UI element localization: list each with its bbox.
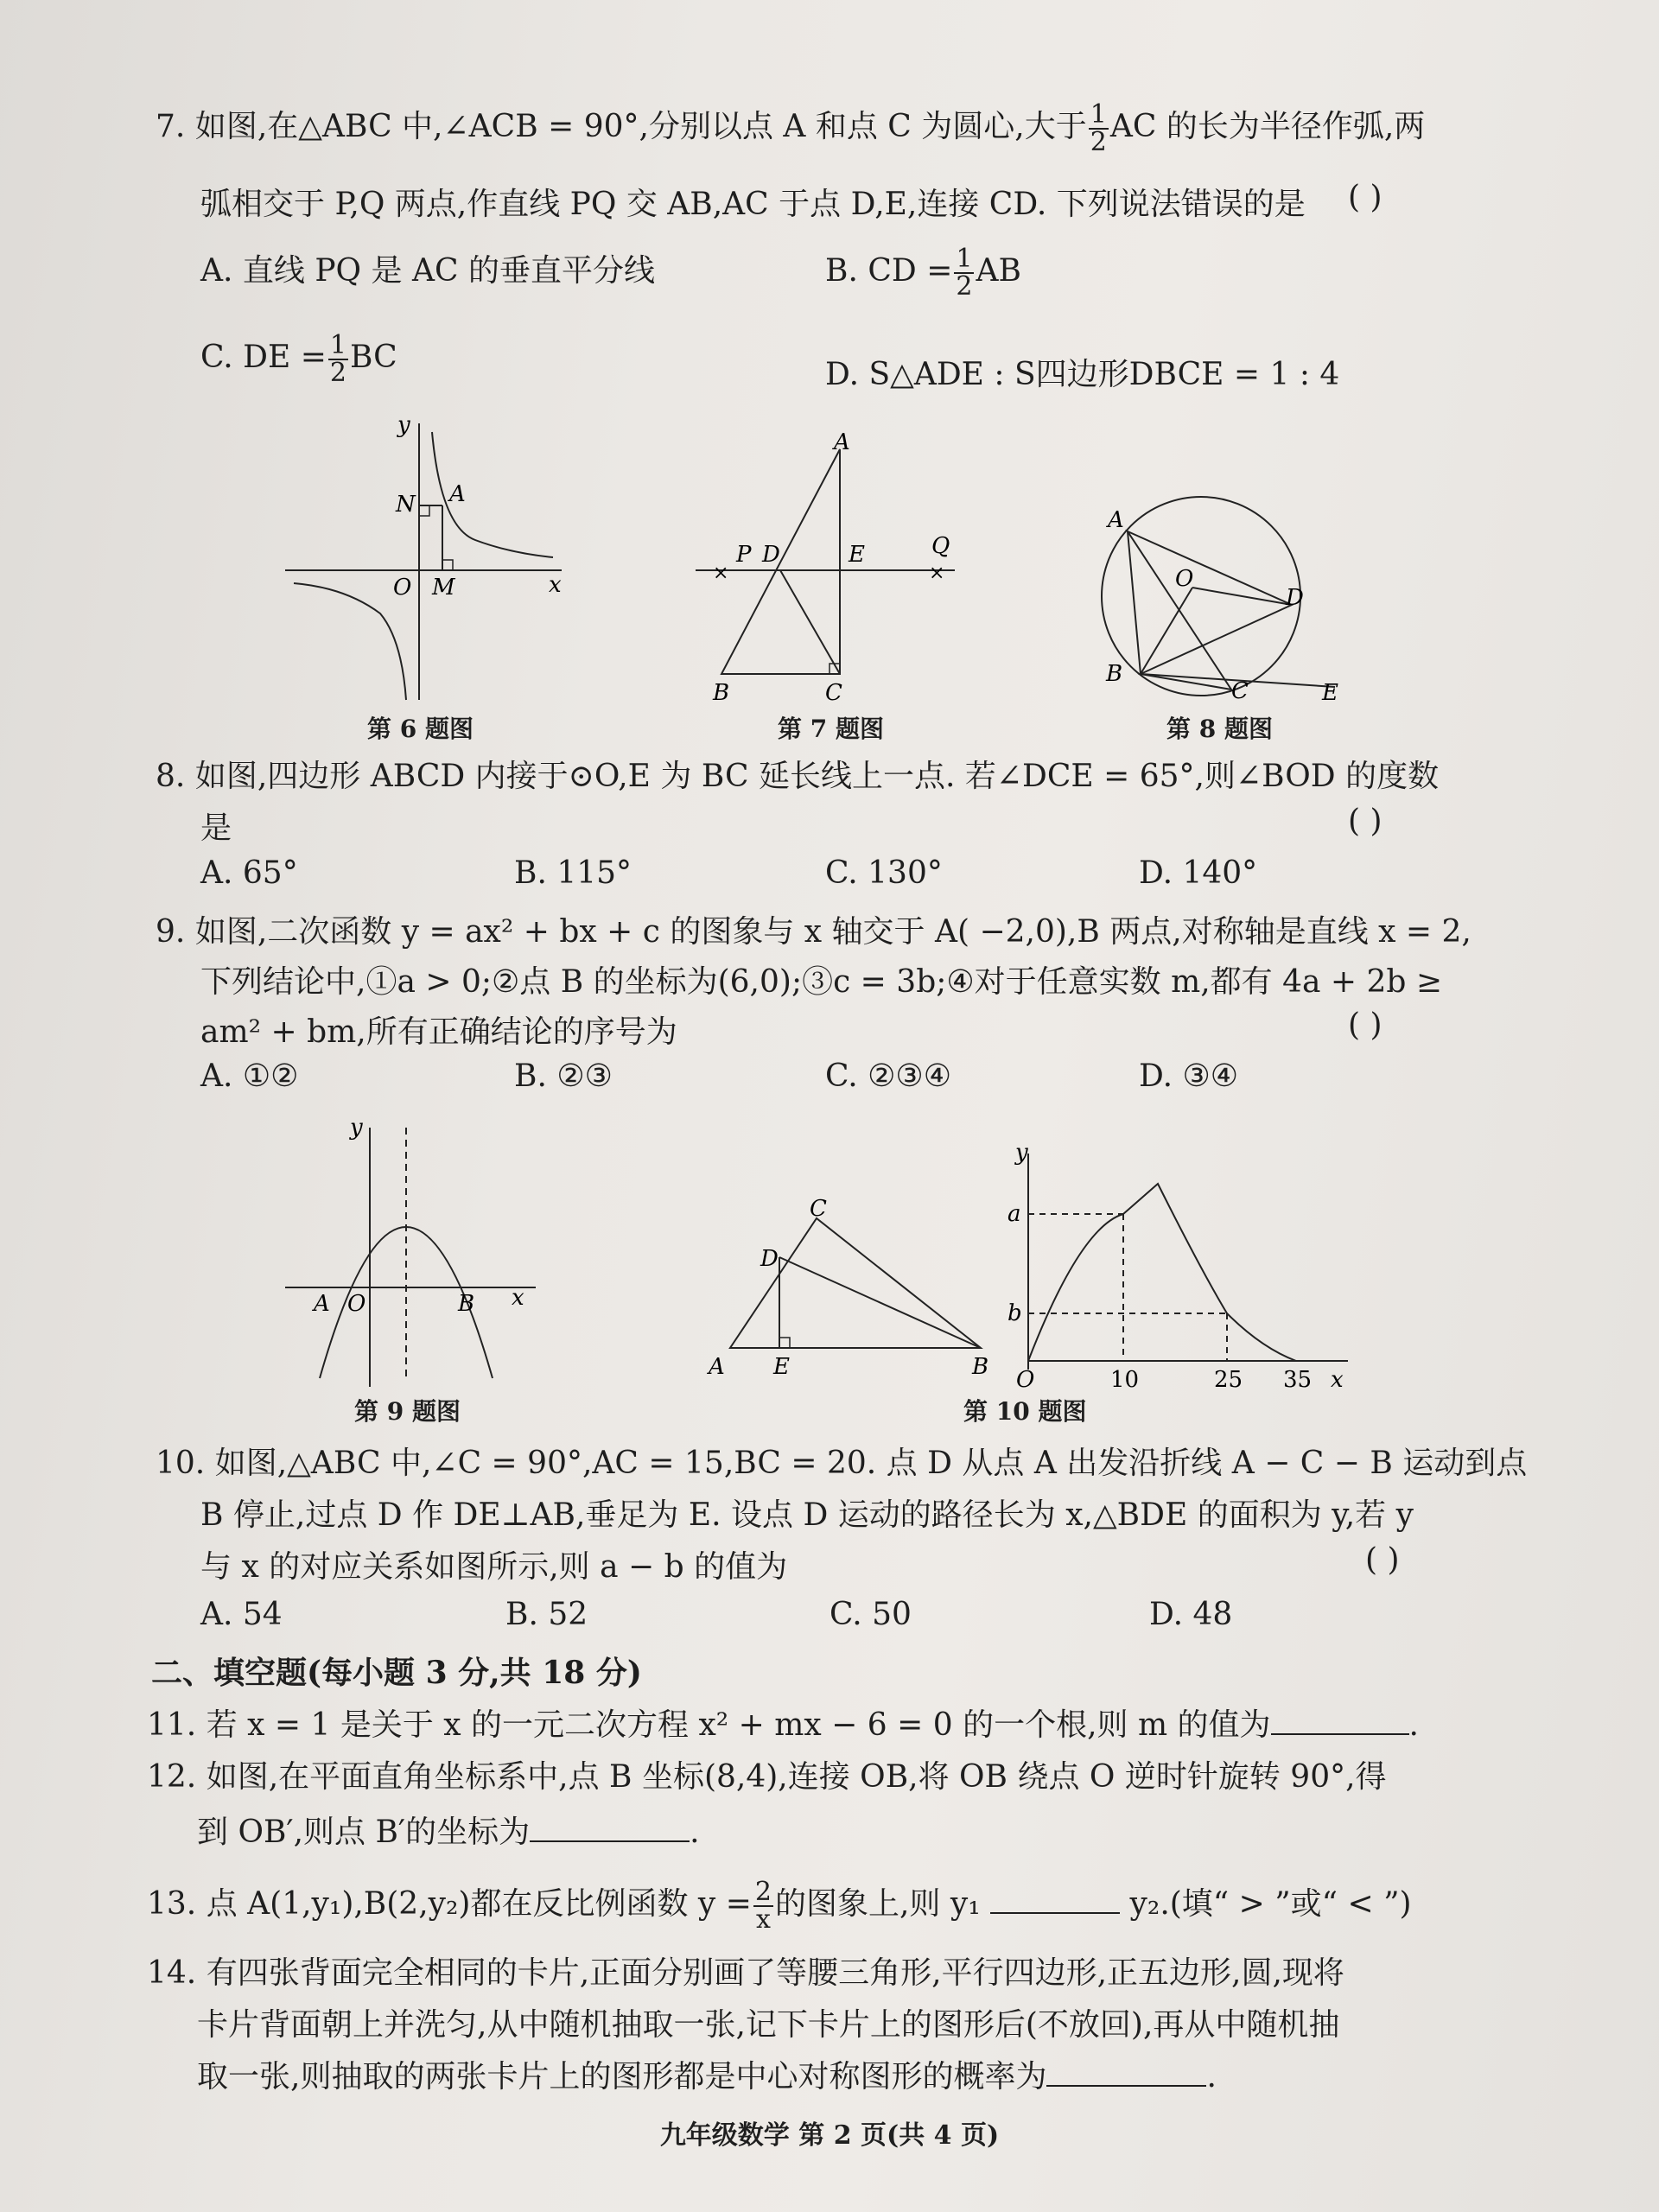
q10-option-b: B. 52 xyxy=(505,1597,588,1632)
fig6-label-a: A xyxy=(449,481,466,507)
q11-number: 11. xyxy=(147,1707,197,1743)
q14-answer-blank[interactable] xyxy=(1046,2059,1206,2087)
q13-answer-blank[interactable] xyxy=(990,1886,1120,1914)
fig9-parabola xyxy=(276,1110,562,1395)
fig8-segment-bo xyxy=(1141,588,1192,674)
fig7-segment-cd xyxy=(780,570,840,674)
q7-option-a: A. 直线 PQ 是 AC 的垂直平分线 xyxy=(200,253,655,289)
q14-line2: 卡片背面朝上并洗匀,从中随机抽取一张,记下卡片上的图形后(不放回),再从中随机抽 xyxy=(197,2007,1340,2043)
fig7-label-a: A xyxy=(834,432,850,455)
q7-option-c-frac-den: 2 xyxy=(329,358,346,388)
fig10-label-c: C xyxy=(810,1197,827,1222)
q14-stem-line3: 取一张,则抽取的两张卡片上的图形都是中心对称图形的概率为 xyxy=(197,2059,1047,2094)
fig10-graph-tick-10: 10 xyxy=(1110,1367,1140,1391)
q7-frac-den: 2 xyxy=(1090,127,1107,157)
q8-stem-line1: 如图,四边形 ABCD 内接于⊙O,E 为 BC 延长线上一点. 若∠DCE = 65°,则∠BOD 的度数 xyxy=(194,759,1440,794)
fig10-graph-label-x: x xyxy=(1331,1367,1344,1391)
section-fill-in-heading: 二、填空题(每小题 3 分,共 18 分) xyxy=(151,1655,642,1691)
fig8-label-a: A xyxy=(1108,507,1124,533)
fig10-segment-db xyxy=(779,1257,981,1348)
fig6-label-y: y xyxy=(397,412,410,438)
q9-stem-line1: 如图,二次函数 y = ax² + bx + c 的图象与 x 轴交于 A( −2,0),B 两点,对称轴是直线 x = 2, xyxy=(194,914,1471,950)
q8-line2: 是 xyxy=(200,810,232,846)
q10-line1 xyxy=(156,1439,1527,1483)
fig8-label-e: E xyxy=(1322,680,1338,706)
fig9-label-a: A xyxy=(314,1291,330,1317)
fig7-triangle xyxy=(691,432,985,709)
fig8-label-c: C xyxy=(1231,678,1249,704)
fig9-label-x: x xyxy=(512,1285,524,1311)
q7-option-b-frac xyxy=(954,246,974,300)
q7-option-b-frac-den: 2 xyxy=(956,271,973,302)
fig10-graph xyxy=(1002,1141,1365,1391)
q7-stem-part1: 如图,在△ABC 中,∠ACB = 90°,分别以点 A 和点 C 为圆心,大于 xyxy=(194,109,1087,144)
fig10-label-a: A xyxy=(709,1354,725,1380)
q13-frac-den: x xyxy=(755,1904,771,1935)
fig7-label-b: B xyxy=(713,680,730,706)
q9-option-a: A. ①② xyxy=(200,1058,299,1094)
q13-line xyxy=(147,1879,1412,1933)
q10-option-d: D. 48 xyxy=(1149,1597,1233,1632)
fig6-hyperbola xyxy=(276,406,588,709)
q7-option-b-pre: B. CD = xyxy=(825,253,953,289)
q11-end: . xyxy=(1408,1707,1419,1743)
fig8-label-d: D xyxy=(1286,585,1304,611)
fig7-label-q: Q xyxy=(931,533,950,559)
q10-number: 10. xyxy=(156,1446,206,1481)
fig6-label-m: M xyxy=(432,575,455,601)
q13-frac-num: 2 xyxy=(754,1877,772,1907)
q11-stem: 若 x = 1 是关于 x 的一元二次方程 x² + mx − 6 = 0 的一个根,则 m 的值为 xyxy=(206,1707,1271,1743)
q7-option-d: D. S△ADE : S四边形DBCE = 1 : 4 xyxy=(825,357,1340,392)
fig10-graph-curve xyxy=(1028,1184,1296,1361)
fig8-caption: 第 8 题图 xyxy=(1166,715,1273,743)
q7-fraction xyxy=(1089,99,1109,157)
q8-answer-paren: ( ) xyxy=(1348,804,1382,839)
q12-line1 xyxy=(147,1752,1387,1796)
q13-stem-mid: 的图象上,则 y₁ xyxy=(774,1886,981,1922)
q7-stem-part2: AC 的长为半径作弧,两 xyxy=(1109,109,1426,144)
q7-answer-paren: ( ) xyxy=(1348,180,1382,215)
fig9-caption: 第 9 题图 xyxy=(354,1397,461,1426)
fig10-graph-tick-35: 35 xyxy=(1283,1367,1313,1391)
q7-option-c-post: BC xyxy=(350,340,397,375)
q7-option-c-pre: C. DE = xyxy=(200,340,327,375)
fig7-label-c: C xyxy=(825,680,842,706)
fig6-right-angle-m xyxy=(442,560,453,570)
q8-line1 xyxy=(156,752,1439,796)
q8-option-d: D. 140° xyxy=(1139,855,1258,891)
fig10-triangle xyxy=(704,1197,1007,1387)
q7-option-c xyxy=(200,330,397,388)
q12-answer-blank[interactable] xyxy=(530,1815,690,1842)
fig7-mark-q: × xyxy=(929,563,945,584)
page-footer: 九年级数学 第 2 页(共 4 页) xyxy=(659,2120,1000,2151)
q12-stem-line1: 如图,在平面直角坐标系中,点 B 坐标(8,4),连接 OB,将 OB 绕点 O 逆时针旋转 90°,得 xyxy=(206,1759,1387,1795)
q12-stem-line2: 到 OB′,则点 B′的坐标为 xyxy=(197,1815,531,1850)
q13-stem-pre: 点 A(1,y₁),B(2,y₂)都在反比例函数 y = xyxy=(206,1886,752,1922)
q8-option-a: A. 65° xyxy=(200,855,298,891)
fig10-triangle-abc xyxy=(730,1218,981,1348)
q10-stem-line1: 如图,△ABC 中,∠C = 90°,AC = 15,BC = 20. 点 D 从点 A 出发沿折线 A − C − B 运动到点 xyxy=(214,1446,1528,1481)
fig6-label-x: x xyxy=(549,572,562,598)
q13-stem-post: y₂.(填“ > ”或“ < ”) xyxy=(1129,1886,1412,1922)
q9-option-c: C. ②③④ xyxy=(825,1058,951,1094)
q7-option-b xyxy=(825,246,1021,300)
fig6-branch-left xyxy=(294,583,406,700)
fig10-graph-label-o: O xyxy=(1016,1367,1035,1391)
fig8-quad-outline xyxy=(1128,531,1292,690)
q14-line1 xyxy=(147,1948,1344,1993)
fig8-segment-ab xyxy=(1128,531,1141,674)
fig8-segment-od xyxy=(1192,588,1292,605)
q7-option-c-frac-num: 1 xyxy=(329,330,346,360)
q7-stem-line2: 弧相交于 P,Q 两点,作直线 PQ 交 AB,AC 于点 D,E,连接 CD. 下列说法错误的是 xyxy=(200,187,1306,222)
q14-line3 xyxy=(197,2052,1217,2096)
fig7-label-d: D xyxy=(762,542,780,568)
fig6-caption: 第 6 题图 xyxy=(367,715,474,743)
q8-option-c: C. 130° xyxy=(825,855,943,891)
q10-answer-paren: ( ) xyxy=(1365,1542,1400,1578)
q8-number: 8. xyxy=(156,759,186,794)
fig6-label-o: O xyxy=(393,575,412,601)
q9-line1 xyxy=(156,907,1471,951)
fig6-right-angle-n xyxy=(419,505,429,516)
q8-option-b: B. 115° xyxy=(514,855,632,891)
fig10-label-e: E xyxy=(773,1354,790,1380)
fig8-label-b: B xyxy=(1106,661,1123,687)
q11-answer-blank[interactable] xyxy=(1271,1707,1409,1735)
q7-number: 7. xyxy=(156,109,186,144)
q7-line1 xyxy=(156,99,1426,157)
q7-line2 xyxy=(200,180,1306,224)
q14-number: 14. xyxy=(147,1955,197,1991)
q9-option-d: D. ③④ xyxy=(1139,1058,1239,1094)
q7-frac-num: 1 xyxy=(1090,99,1107,130)
q7-option-c-frac xyxy=(328,330,348,388)
fig7-caption: 第 7 题图 xyxy=(778,715,884,743)
fig10-graph-label-a: a xyxy=(1007,1201,1021,1227)
fig7-mark-p: × xyxy=(713,563,729,584)
fig7-label-e: E xyxy=(849,542,865,568)
fig9-label-o: O xyxy=(347,1291,366,1317)
fig8-circle xyxy=(1080,493,1365,709)
q9-option-b: B. ②③ xyxy=(514,1058,613,1094)
q10-option-a: A. 54 xyxy=(200,1597,283,1632)
q9-number: 9. xyxy=(156,914,186,950)
fig10-caption: 第 10 题图 xyxy=(963,1397,1087,1426)
q10-line3: 与 x 的对应关系如图所示,则 a − b 的值为 xyxy=(200,1549,788,1585)
q13-fraction xyxy=(753,1879,773,1933)
q12-end: . xyxy=(690,1815,700,1850)
q13-number: 13. xyxy=(147,1886,197,1922)
fig6-label-n: N xyxy=(396,492,416,518)
q14-stem-line1: 有四张背面完全相同的卡片,正面分别画了等腰三角形,平行四边形,正五边形,圆,现将 xyxy=(206,1955,1344,1991)
q10-line2: B 停止,过点 D 作 DE⊥AB,垂足为 E. 设点 D 运动的路径长为 x,△BDE 的面积为 y,若 y xyxy=(200,1497,1414,1533)
q7-option-b-frac-num: 1 xyxy=(956,244,973,274)
fig9-label-b: B xyxy=(458,1291,475,1317)
fig10-graph-tick-25: 25 xyxy=(1214,1367,1243,1391)
fig9-label-y: y xyxy=(350,1115,363,1141)
fig10-label-d: D xyxy=(760,1246,779,1272)
fig7-label-p: P xyxy=(736,542,752,568)
q11-line xyxy=(147,1700,1419,1745)
fig10-graph-label-y: y xyxy=(1015,1141,1028,1166)
q9-line3: am² + bm,所有正确结论的序号为 xyxy=(200,1014,677,1050)
q10-option-c: C. 50 xyxy=(830,1597,912,1632)
fig8-label-o: O xyxy=(1175,566,1194,592)
q9-answer-paren: ( ) xyxy=(1348,1007,1382,1043)
q12-number: 12. xyxy=(147,1759,197,1795)
q7-option-b-post: AB xyxy=(976,253,1021,289)
q12-line2 xyxy=(197,1808,700,1852)
fig10-graph-label-b: b xyxy=(1007,1300,1022,1326)
q9-line2: 下列结论中,①a > 0;②点 B 的坐标为(6,0);③c = 3b;④对于任意实数 m,都有 4a + 2b ≥ xyxy=(200,964,1443,1000)
q14-end: . xyxy=(1206,2059,1217,2094)
fig10-label-b: B xyxy=(972,1354,989,1380)
fig10-right-angle-e xyxy=(779,1338,790,1348)
